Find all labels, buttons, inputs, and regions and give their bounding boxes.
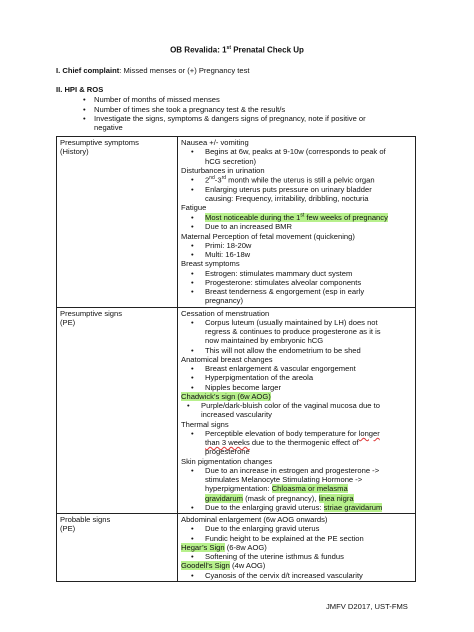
highlighted-text: Chloasma or melasma [271,484,348,494]
list-heading: Cessation of menstruation [181,308,270,318]
list-item: • Estrogen: stimulates mammary duct system [181,269,412,278]
hpi-section [56,85,416,132]
list-item: • Fundic height to be explained at the PE section [181,534,412,543]
list-item: • Purple/dark-bluish color of the vaginal mucosa due to [181,401,412,410]
list-heading: Thermal signs [181,419,229,429]
row-content-presumptive-signs: Cessation of menstruation • Corpus luteum (usually maintained by LH) does not regress & continues to produce progesterone as it is now maintained by embryonic hCG • This will not allow the endometrium to be shed Anatomical breast changes • Breast enlargement & vascular engorgement • Hyperpigmentation of the areola • Nipples become larger Chadwick’s sign (6w AOG) • Purple/dark-bluish color of the vaginal mucosa due to increased vascularity Thermal signs • Perceptible elevation of body temperature for longer than 3 weeks due to the thermogenic effect of progesterone Skin pigmentation changes • Due to an increase in estrogen and progesterone -> stimulates Melanocyte Stimulating Hormone -> hyperpigmentation: Chloasma or melasma gravidarum (mask of pregnancy), linea nigra • Due to the enlarging gravid uterus: striae gravidarum [178,307,416,514]
list-heading: Abdominal enlargement (6w AOG onwards) [181,515,328,525]
highlighted-text: linea nigra [318,493,354,503]
hpi-list [56,95,416,123]
chief-complaint [56,66,250,75]
hpi-item-continued: negative [94,123,123,132]
list-heading: Maternal Perception of fetal movement (quickening) [181,231,355,241]
hpi-item: • Investigate the signs, symptoms & dangers signs of pregnancy, note if positive or [56,114,416,123]
list-item: • Primi: 18-20w [181,241,412,250]
table-row [57,307,416,514]
footer-text: JMFV D2017, UST-FMS [326,602,408,611]
list-heading: Nausea +/- vomiting [181,138,249,147]
highlighted-text: Most noticeable during the 1st few weeks of pregnancy [205,212,388,223]
highlighted-text: Hegar’s Sign [181,542,225,552]
list-item: • This will not allow the endometrium to be shed [181,346,412,355]
list-item: • Breast enlargement & vascular engorgement [181,364,412,373]
list-heading [181,392,412,401]
list-heading: Goodell’s Sign (4w AOG) [181,561,266,571]
row-label-presumptive-symptoms: Presumptive symptoms (History) [57,137,178,308]
highlighted-text: Chadwick’s sign (6w AOG) [181,391,271,401]
list-item: • Perceptible elevation of body temperature for longer [181,429,412,438]
list-item: • Softening of the uterine isthmus & fundus [181,552,412,561]
list-heading: Breast symptoms [181,259,240,269]
list-heading: Fatigue [181,203,207,213]
list-item: • Enlarging uterus puts pressure on urinary bladder [181,185,412,194]
row-label-presumptive-signs: Presumptive signs (PE) [57,307,178,514]
highlighted-text: gravidarum [205,493,243,503]
page-title: OB Revalida: 1st Prenatal Check Up [170,45,304,55]
highlighted-text: striae gravidarum [323,502,383,512]
list-item: • Due to the enlarging gravid uterus [181,524,412,533]
hpi-title: II. HPI & ROS [56,85,104,94]
list-item [181,213,412,223]
chief-complaint-text: : Missed menses or (+) Pregnancy test [119,66,250,75]
list-item: • 2nd-3rd month while the uterus is still a pelvic organ [181,175,412,185]
row-content-probable-signs [178,514,416,582]
list-item: • Cyanosis of the cervix d/t increased vascularity [181,571,412,580]
hpi-item: • Number of months of missed menses [56,95,416,104]
row-content-presumptive-symptoms: Nausea +/- vomiting • Begins at 6w, peaks at 9-10w (corresponds to peak of hCG secretion) Disturbances in urination • 2nd-3rd month while the uterus is still a pelvic organ • Enlarging uterus puts pressure on urinary bladder causing: Frequency, irritability, dribbling, nocturia Fatigue • Most noticeable during the 1st few weeks of pregnancy • Due to an increased BMR Maternal Perception of fetal movement (quickening) • Primi: 18-20w • Multi: 16-18w Breast symptoms • Estrogen: stimulates mammary duct system • Progesterone: stimulates alveolar components • Breast tenderness & engorgement (esp in early pregnancy) [178,137,416,308]
hpi-item: • Number of times she took a pregnancy test & the result/s [56,105,416,114]
list-item: • Due to an increase in estrogen and progesterone -> [181,466,412,475]
list-heading: Hegar’s Sign (6-8w AOG) [181,542,267,552]
list-item: • Multi: 16-18w [181,250,412,259]
list-item: • Nipples become larger [181,383,412,392]
list-heading: Anatomical breast changes [181,354,273,364]
list-item: • Breast tenderness & engorgement (esp in early [181,287,412,296]
list-item: • Hyperpigmentation of the areola [181,373,412,382]
list-item: • Due to the enlarging gravid uterus: striae gravidarum [181,503,412,512]
list-item: • Progesterone: stimulates alveolar components [181,278,412,287]
list-item: • Begins at 6w, peaks at 9-10w (corresponds to peak of [181,147,412,156]
list-item: • Corpus luteum (usually maintained by LH) does not [181,318,412,327]
list-heading: Disturbances in urination [181,165,265,175]
table-row [57,137,416,308]
list-heading: Skin pigmentation changes [181,456,273,466]
signs-table [56,136,416,582]
highlighted-text: Goodell’s Sign [181,561,230,571]
table-row [57,514,416,582]
chief-complaint-label: I. Chief complaint [56,66,120,75]
list-item: • Due to an increased BMR [181,222,412,231]
row-label-probable-signs: Probable signs (PE) [57,514,178,582]
